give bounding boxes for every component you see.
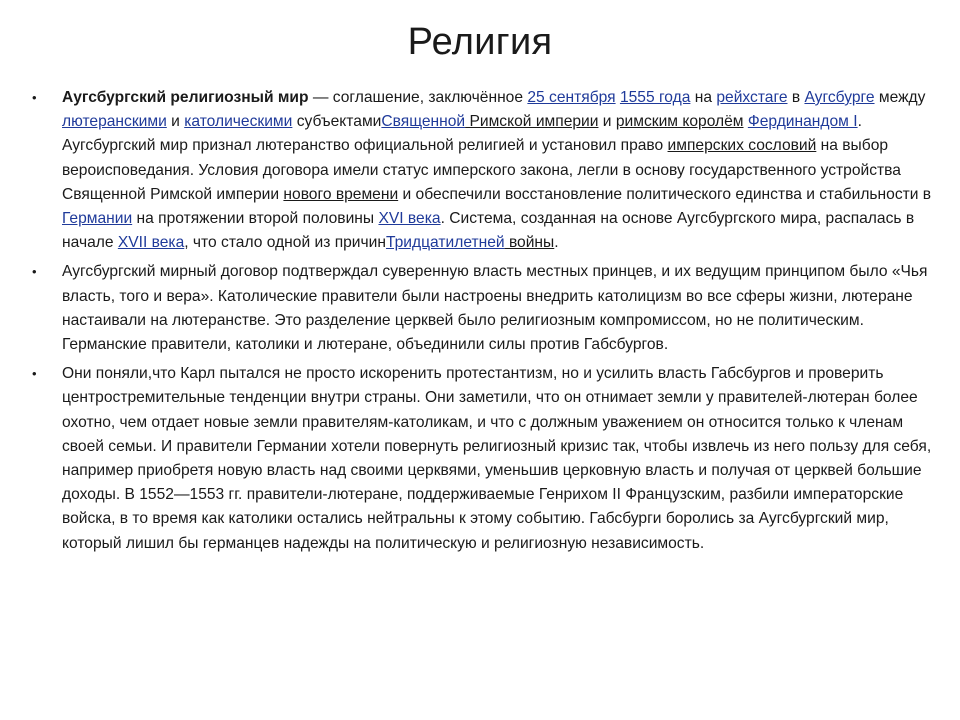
link-war[interactable]: войны bbox=[504, 234, 555, 252]
bullet-icon: • bbox=[32, 264, 37, 280]
link-1555-year[interactable]: 1555 года bbox=[619, 89, 691, 106]
text-span: и bbox=[598, 113, 616, 131]
link-reichstag[interactable]: рейхстаге bbox=[716, 89, 788, 106]
bullet-list bbox=[30, 86, 935, 556]
text-span: на выбор вероисповедания. Условия договора имели статус имперского закона, легли в основу государственного устройства Священной Римской империи bbox=[62, 137, 901, 203]
text-span: между bbox=[874, 89, 926, 106]
bullet-item-2 bbox=[30, 260, 935, 357]
text-span: на bbox=[690, 89, 717, 106]
link-ferdinand[interactable]: Фердинандом I bbox=[747, 113, 858, 131]
bullet-item-3 bbox=[30, 362, 935, 556]
bullet-icon: • bbox=[32, 366, 37, 382]
text-span: . Система, созданная на основе Аугсбургского мира, распалась в начале bbox=[62, 210, 915, 252]
term-augsburg-peace: Аугсбургский религиозный мир bbox=[62, 89, 309, 106]
link-modern-era[interactable]: нового времени bbox=[283, 185, 399, 203]
text-span: субъектами bbox=[292, 113, 382, 131]
link-augsburg[interactable]: Аугсбурге bbox=[804, 89, 875, 106]
link-thirty-years[interactable]: Тридцатилетней bbox=[385, 234, 505, 252]
text-span: и bbox=[166, 113, 185, 131]
bullet-icon: • bbox=[32, 90, 37, 105]
paragraph-1 bbox=[62, 89, 931, 251]
text-span: , что стало одной из причин bbox=[184, 234, 386, 252]
link-imperial-estates[interactable]: имперских сословий bbox=[667, 137, 817, 155]
link-25-september[interactable]: 25 сентября bbox=[527, 89, 616, 106]
text-span: в bbox=[787, 89, 805, 106]
text-span: — соглашение, заключённое bbox=[308, 89, 528, 106]
link-holy[interactable]: Священной bbox=[381, 113, 466, 131]
paragraph-2: Аугсбургский мирный договор подтверждал суверенную власть местных принцев, и их ведущим принципом было «Чья власть, того и вера». Католические правители были настроены внедрить католицизм во все сферы жизни, лютеране настаивали на лютеранстве. Это разделение церквей было религиозным компромиссом, но не политическим. Германские правители, католики и лютеране, объединили силы против Габсбургов. bbox=[62, 263, 928, 354]
link-17th-century[interactable]: XVII века bbox=[117, 234, 185, 252]
slide-content bbox=[30, 86, 935, 561]
text-span: . bbox=[554, 234, 559, 252]
link-16th-century[interactable]: XVI века bbox=[378, 210, 441, 228]
text-span: и обеспечили восстановление политического единства и стабильности в bbox=[398, 185, 932, 203]
bullet-item-1 bbox=[30, 86, 935, 255]
link-roman-king[interactable]: римским королём bbox=[615, 113, 744, 131]
link-roman-empire[interactable]: Римской империи bbox=[465, 113, 599, 131]
link-germany[interactable]: Германии bbox=[62, 210, 133, 228]
link-catholic[interactable]: католическими bbox=[184, 113, 293, 131]
slide-title: Религия bbox=[407, 21, 553, 63]
text-span: на протяжении второй половины bbox=[132, 210, 379, 228]
link-lutheran[interactable]: лютеранскими bbox=[62, 113, 167, 131]
text-span: . Аугсбургский мир признал лютеранство официальной религией и установил право bbox=[62, 113, 862, 155]
paragraph-3: Они поняли,что Карл пытался не просто искоренить протестантизм, но и усилить власть Габсбургов и проверить центростремительные тенденции внутри страны. Они заметили, что он отнимает земли у правителей-лютеран более охотно, чем отдает новые земли правителям-католикам, и что с должным уважением он относится только к членам своей семьи. И правители Германии хотели повернуть религиозный кризис так, чтобы извлечь из него пользу для себя, например приобретя новую власть над своими церквями, уменьшив церковную власть и получая от церквей большие доходы. В 1552—1553 гг. правители-лютеране, поддерживаемые Генрихом II Французским, разбили императорские войска, в то время как католики остались нейтральны к этому событию. Габсбурги боролись за Аугсбургский мир, который лишил бы германцев надежды на политическую и религиозную независимость. bbox=[62, 365, 932, 552]
